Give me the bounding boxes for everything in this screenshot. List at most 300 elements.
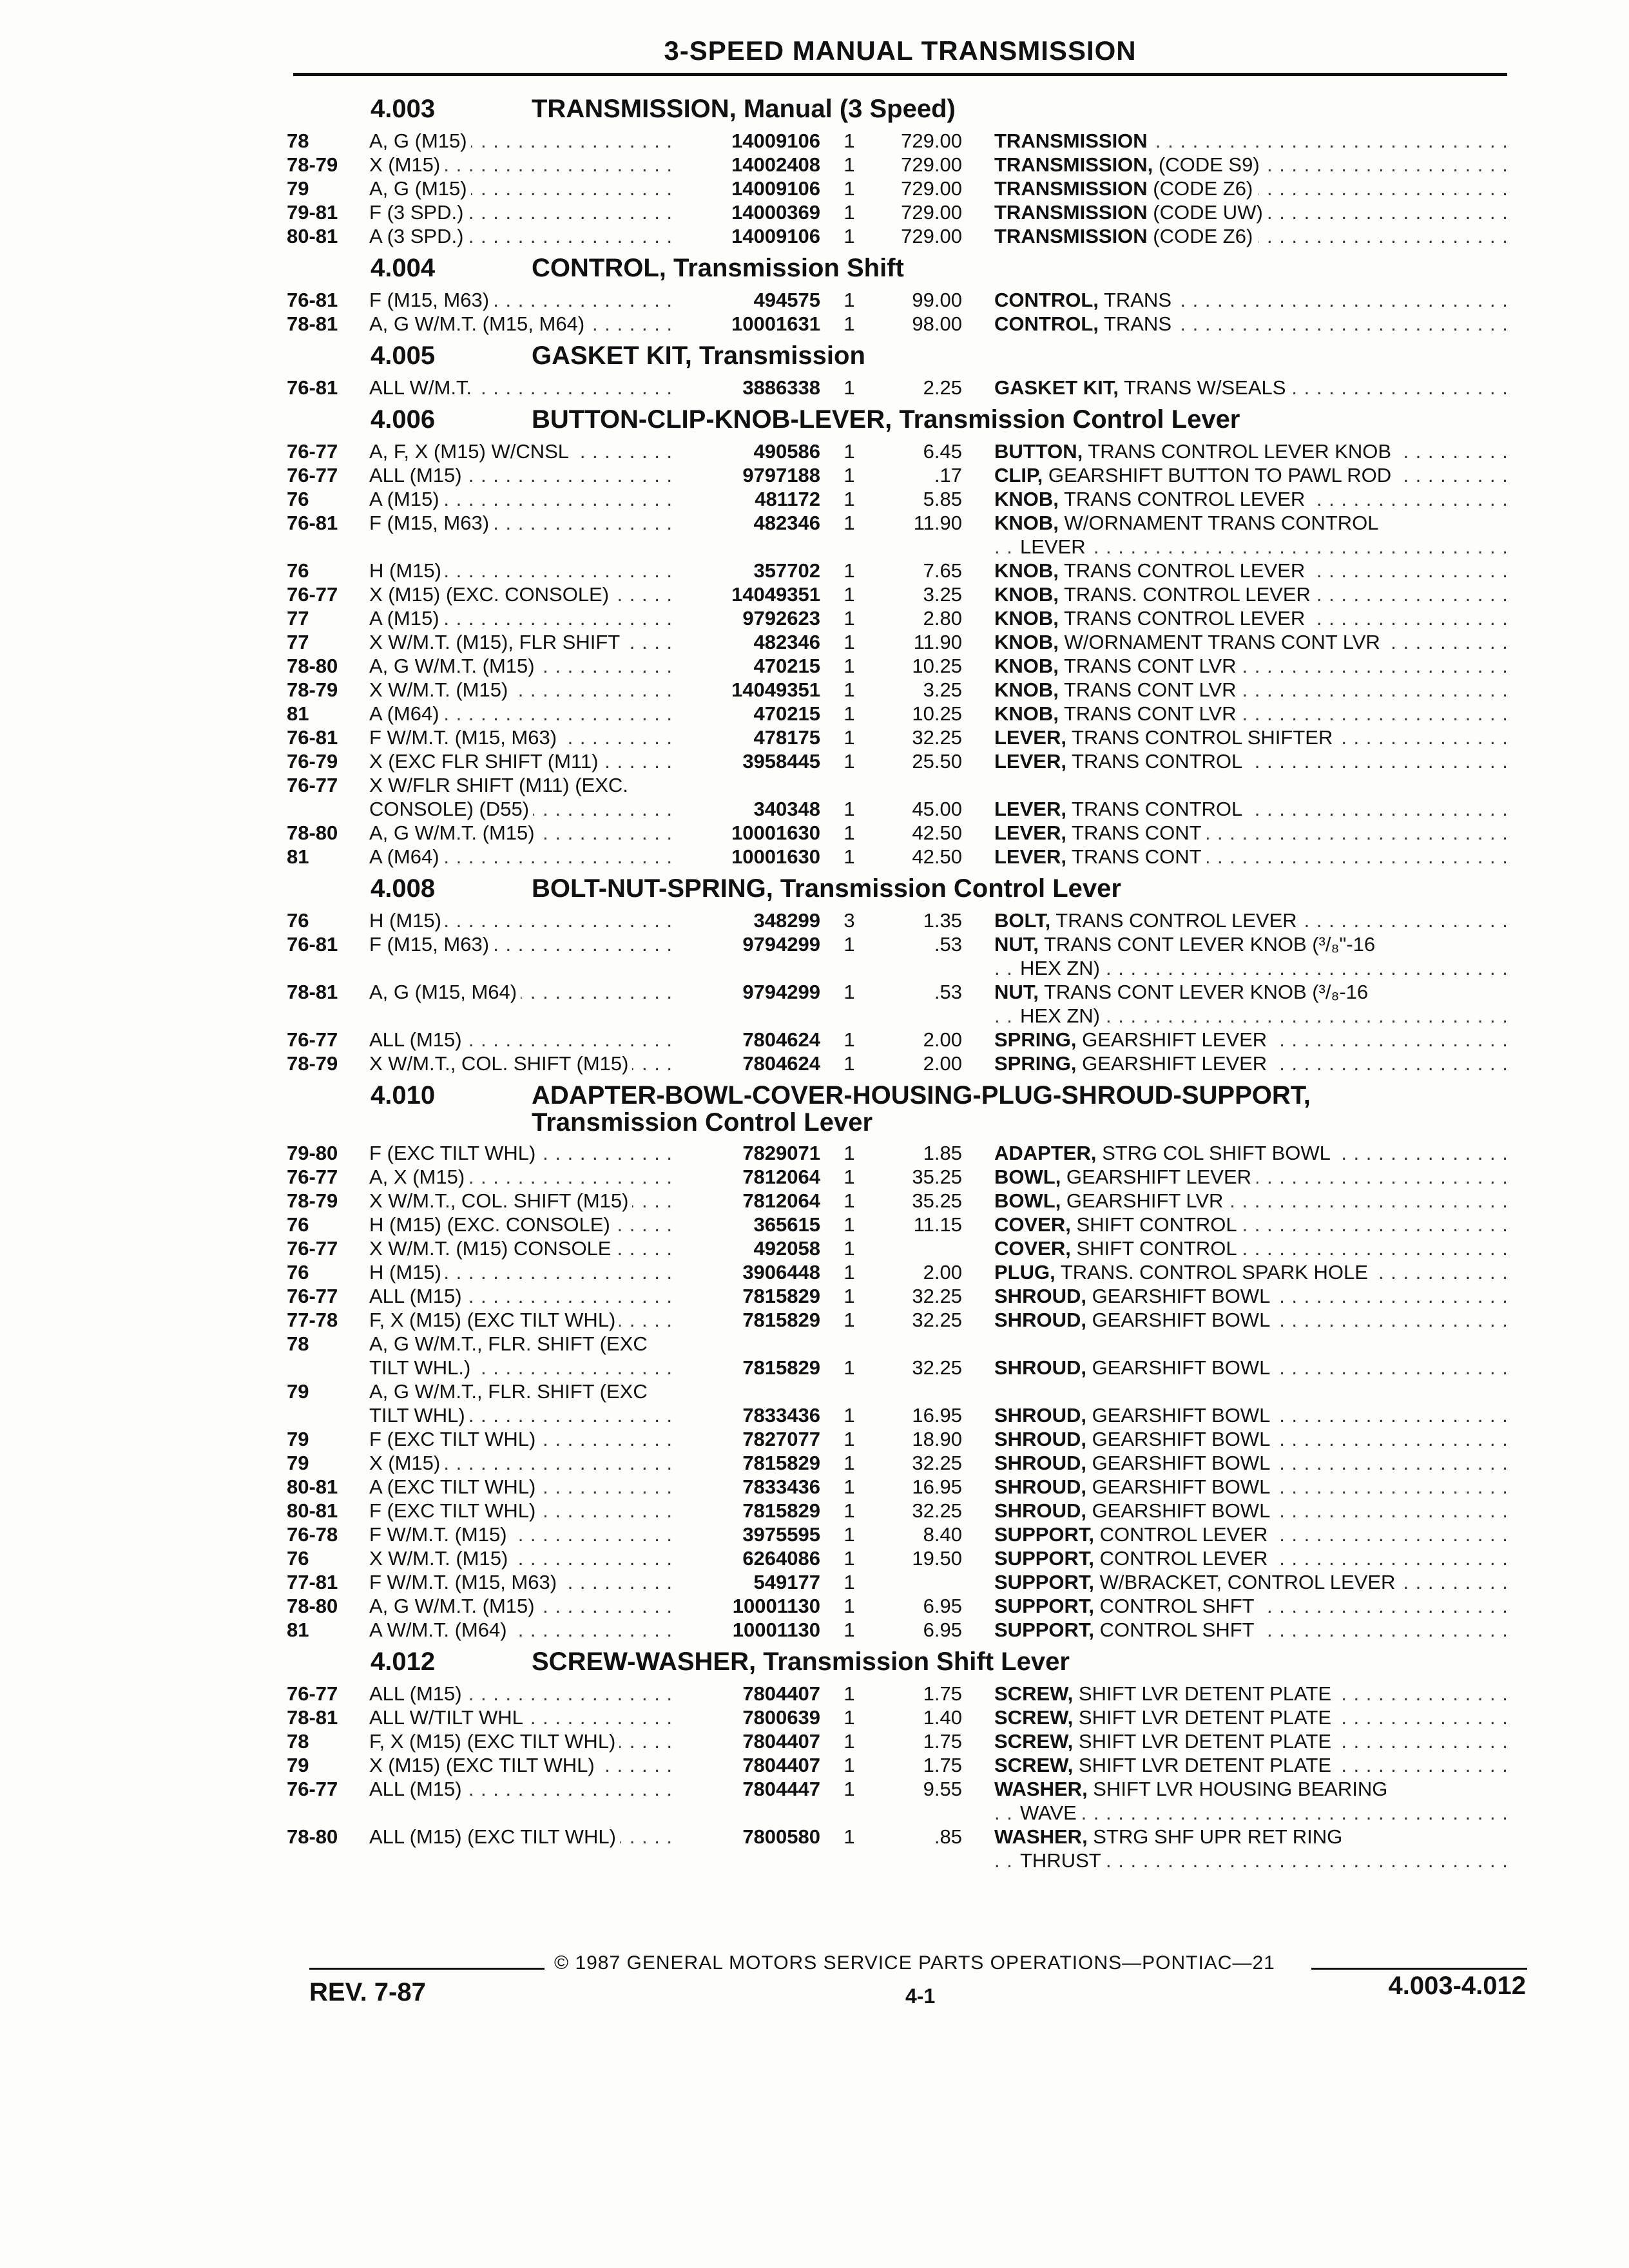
price: 1.40 (923, 1706, 962, 1729)
parts-row (287, 153, 1527, 177)
application (369, 932, 679, 956)
model-year: 81 (287, 702, 309, 725)
application-text: A, G (M15) (369, 177, 471, 200)
model-year: 76 (287, 488, 309, 510)
application (369, 288, 679, 312)
quantity: 1 (843, 1142, 855, 1164)
description (994, 606, 1527, 630)
application (369, 1825, 679, 1849)
quantity: 1 (843, 177, 855, 200)
quantity: 1 (843, 1213, 855, 1236)
description-text (994, 488, 1310, 510)
description (994, 439, 1527, 463)
parts-row (287, 1356, 1527, 1379)
description (994, 1141, 1527, 1165)
description (994, 1523, 1527, 1546)
application (369, 1028, 679, 1052)
price: 10.25 (912, 655, 962, 677)
application (369, 980, 679, 1004)
quantity: 1 (843, 1571, 855, 1593)
description-text (994, 1754, 1336, 1776)
section-number: 4.005 (371, 341, 436, 370)
parts-row (287, 654, 1527, 678)
application (369, 1356, 679, 1379)
quantity: 1 (843, 1285, 855, 1307)
application-text: X (EXC FLR SHIFT (M11) (369, 750, 602, 773)
description-text (994, 1428, 1275, 1450)
section-number: 4.008 (371, 874, 436, 903)
application-text: ALL (M15) (369, 1285, 466, 1307)
description-text (994, 750, 1248, 773)
parts-row (287, 1618, 1527, 1642)
quantity: 1 (843, 631, 855, 653)
application-text: X W/M.T., COL. SHIFT (M15) (369, 1189, 632, 1212)
price: 25.50 (912, 750, 962, 773)
part-number: 9792623 (742, 607, 820, 629)
description-text (994, 1778, 1393, 1800)
description-detail: GEARSHIFT BOWL (1086, 1428, 1271, 1450)
description-noun: SPRING, (994, 1028, 1077, 1051)
price: 3.25 (923, 583, 962, 606)
model-year: 77 (287, 631, 309, 653)
description-line (994, 1475, 1514, 1499)
quantity: 1 (843, 607, 855, 629)
description-line (994, 1356, 1514, 1379)
price: 32.25 (912, 726, 962, 749)
application-text: X (M15) (EXC. CONSOLE) (369, 583, 613, 606)
application-text: F, X (M15) (EXC TILT WHL) (369, 1730, 619, 1753)
description-noun: LEVER, (994, 798, 1066, 820)
parts-row (287, 908, 1527, 932)
price: 18.90 (912, 1428, 962, 1450)
description-noun: LEVER, (994, 845, 1066, 868)
description-text (994, 1475, 1275, 1498)
description-noun: SCREW, (994, 1682, 1074, 1705)
section-header (287, 1075, 1527, 1115)
description-line (994, 1682, 1514, 1706)
quantity: 1 (843, 1475, 855, 1498)
model-year: 79-80 (287, 1142, 338, 1164)
price: 729.00 (901, 153, 962, 176)
model-year: 77 (287, 607, 309, 629)
description-text (994, 1571, 1400, 1593)
part-number: 340348 (753, 798, 820, 820)
model-year: 76-77 (287, 1237, 338, 1260)
quantity: 1 (843, 225, 855, 247)
description-noun: PLUG, (994, 1261, 1055, 1283)
model-year: 78-79 (287, 678, 338, 701)
description (994, 1403, 1527, 1427)
parts-row (287, 932, 1527, 980)
description-line (994, 654, 1514, 678)
quantity: 1 (843, 1189, 855, 1212)
description-noun: KNOB, (994, 583, 1059, 606)
parts-row (287, 1451, 1527, 1475)
application-text: F (M15, M63) (369, 512, 493, 534)
description-noun: SHROUD, (994, 1285, 1086, 1307)
description (994, 1284, 1527, 1308)
description-line (994, 1052, 1514, 1075)
part-number: 494575 (753, 289, 820, 311)
section-number: 4.003 (371, 95, 436, 123)
model-year: 76-77 (287, 1166, 338, 1188)
price: 16.95 (912, 1404, 962, 1427)
catalog-section (287, 89, 1527, 248)
price: 99.00 (912, 289, 962, 311)
description-text (994, 1356, 1275, 1379)
catalog-section (287, 869, 1527, 1075)
application (369, 1379, 679, 1403)
description-noun: KNOB, (994, 488, 1059, 510)
application (369, 1403, 679, 1427)
model-year: 76-77 (287, 440, 338, 463)
description (994, 582, 1527, 606)
description (994, 1213, 1527, 1236)
part-number: 7812064 (742, 1189, 820, 1212)
description (994, 312, 1527, 336)
description-noun: SCREW, (994, 1754, 1074, 1776)
application (369, 1189, 679, 1213)
application-text: H (M15) (369, 1261, 445, 1283)
part-number: 10001630 (731, 822, 820, 844)
model-year: 76 (287, 559, 309, 582)
description-text (994, 1052, 1272, 1075)
description (994, 1260, 1527, 1284)
catalog-section (287, 248, 1527, 336)
description-noun: KNOB, (994, 559, 1059, 582)
parts-row (287, 1499, 1527, 1523)
description-detail: TRANS. CONTROL SPARK HOLE (1055, 1261, 1368, 1283)
description-text (994, 1706, 1336, 1729)
quantity: 1 (843, 1595, 855, 1617)
price: 32.25 (912, 1285, 962, 1307)
parts-row (287, 1546, 1527, 1570)
description (994, 1451, 1527, 1475)
part-number: 7815829 (742, 1356, 820, 1379)
model-year: 76-77 (287, 583, 338, 606)
description-noun: TRANSMISSION (994, 225, 1148, 247)
description-line (994, 1499, 1514, 1523)
part-number: 14049351 (731, 678, 820, 701)
application-text: A (3 SPD.) (369, 225, 467, 247)
part-number: 9797188 (742, 464, 820, 486)
model-year: 80-81 (287, 225, 338, 247)
model-year: 78-81 (287, 981, 338, 1003)
description-continuation-text: THRUST (1020, 1849, 1106, 1872)
description (994, 749, 1527, 773)
part-number: 7804407 (742, 1754, 820, 1776)
part-number: 7800639 (742, 1706, 820, 1729)
price: 5.85 (923, 488, 962, 510)
description-detail: SHIFT LVR DETENT PLATE (1073, 1754, 1332, 1776)
model-year: 80-81 (287, 1475, 338, 1498)
application-text: TILT WHL.) (369, 1356, 474, 1379)
parts-row (287, 1403, 1527, 1427)
quantity: 1 (843, 130, 855, 152)
quantity: 1 (843, 312, 855, 335)
description-detail: SHIFT LVR DETENT PLATE (1073, 1730, 1332, 1753)
description-noun: CONTROL, (994, 312, 1099, 335)
application (369, 1284, 679, 1308)
quantity: 1 (843, 1778, 855, 1800)
description-detail: GEARSHIFT BUTTON TO PAWL ROD (1043, 464, 1392, 486)
application (369, 1213, 679, 1236)
parts-row (287, 200, 1527, 224)
parts-row (287, 1236, 1527, 1260)
description-text (994, 1189, 1228, 1212)
description (994, 797, 1527, 821)
parts-row (287, 606, 1527, 630)
description-detail: GEARSHIFT BOWL (1086, 1475, 1271, 1498)
price: 2.80 (923, 607, 962, 629)
quantity: 1 (843, 1028, 855, 1051)
footer-rule-right (1311, 1968, 1527, 1970)
application-text: F (3 SPD.) (369, 201, 467, 224)
description-noun: LEVER, (994, 726, 1066, 749)
parts-row (287, 559, 1527, 582)
application (369, 908, 679, 932)
description-text (994, 312, 1177, 335)
model-year: 76-77 (287, 464, 338, 486)
price: .53 (934, 981, 962, 1003)
description (994, 1165, 1527, 1189)
quantity: 1 (843, 1754, 855, 1776)
section-header (287, 1642, 1527, 1682)
part-number: 14049351 (731, 583, 820, 606)
part-number: 14000369 (731, 201, 820, 224)
description-noun: WASHER, (994, 1778, 1088, 1800)
price: 11.90 (913, 631, 962, 653)
description-line (994, 726, 1514, 749)
description-noun: BOWL, (994, 1166, 1061, 1188)
description-continuation-text: LEVER (1020, 535, 1091, 558)
price: 2.00 (923, 1028, 962, 1051)
model-year: 76-81 (287, 512, 338, 534)
parts-row (287, 726, 1527, 749)
description (994, 1189, 1527, 1213)
parts-row (287, 980, 1527, 1028)
application (369, 1165, 679, 1189)
description-line (994, 559, 1514, 582)
application-text: H (M15) (369, 909, 445, 932)
description-detail: TRANS W/SEALS (1118, 376, 1286, 399)
description-detail: GEARSHIFT LEVER (1076, 1028, 1268, 1051)
model-year: 78 (287, 1730, 309, 1753)
description-text (994, 607, 1310, 629)
section-title: GASKET KIT, Transmission (532, 341, 865, 370)
model-year: 81 (287, 1619, 309, 1641)
description (994, 1052, 1527, 1075)
description (994, 200, 1527, 224)
model-year: 76-77 (287, 1682, 338, 1705)
description-text (994, 1261, 1373, 1283)
description-line (994, 1570, 1514, 1594)
quantity: 1 (843, 559, 855, 582)
description-text (994, 726, 1338, 749)
description-text (994, 845, 1207, 868)
description-line (994, 932, 1514, 956)
application (369, 1706, 679, 1729)
price: 42.50 (912, 845, 962, 868)
part-number: 481172 (755, 488, 820, 510)
description-detail: TRANS (1098, 312, 1171, 335)
description-detail: TRANS. CONTROL LEVER (1058, 583, 1311, 606)
quantity: 1 (843, 376, 855, 399)
price: .53 (934, 933, 962, 956)
description-noun: SUPPORT, (994, 1619, 1095, 1641)
description-detail: GEARSHIFT BOWL (1086, 1285, 1271, 1307)
application (369, 749, 679, 773)
application-text: ALL (M15) (369, 1682, 466, 1705)
description-line (994, 1028, 1514, 1052)
application-text: A (M15) (369, 488, 443, 510)
application-text: ALL (M15) (369, 464, 466, 486)
model-year: 78 (287, 1332, 309, 1355)
description-detail: TRANS CONTROL LEVER (1058, 559, 1306, 582)
price: 2.00 (923, 1261, 962, 1283)
application-text: CONSOLE) (D55) (369, 798, 533, 820)
description (994, 1618, 1527, 1642)
application (369, 376, 679, 399)
price: 729.00 (901, 130, 962, 152)
section-title: SCREW-WASHER, Transmission Shift Lever (532, 1648, 1070, 1676)
description (994, 224, 1527, 248)
description-line (994, 606, 1514, 630)
part-number: 549177 (753, 1571, 820, 1593)
description-detail: GEARSHIFT BOWL (1086, 1356, 1271, 1379)
model-year: 76 (287, 909, 309, 932)
page-title: 3-SPEED MANUAL TRANSMISSION (664, 35, 1137, 66)
section-number: 4.010 (371, 1081, 436, 1110)
description-text (994, 655, 1242, 677)
description-line (994, 1403, 1514, 1427)
part-number: 3958445 (742, 750, 820, 773)
description-line (994, 129, 1514, 153)
application-text: ALL (M15) (EXC TILT WHL) (369, 1825, 620, 1848)
part-number: 3906448 (742, 1261, 820, 1283)
model-year: 78-80 (287, 1825, 338, 1848)
description-line (994, 1594, 1514, 1618)
description-noun: SHROUD, (994, 1499, 1086, 1522)
part-number: 10001630 (731, 845, 820, 868)
description-line (994, 463, 1514, 487)
quantity: 1 (843, 1619, 855, 1641)
price: 19.50 (912, 1547, 962, 1570)
price: 32.25 (912, 1356, 962, 1379)
description-text (994, 1619, 1260, 1641)
description-line (994, 1427, 1514, 1451)
description-noun: TRANSMISSION (994, 130, 1148, 152)
price: 16.95 (912, 1475, 962, 1498)
parts-row (287, 702, 1527, 726)
price: .85 (934, 1825, 962, 1848)
description-line (994, 177, 1514, 200)
description-line (994, 1451, 1514, 1475)
parts-row (287, 1753, 1527, 1777)
application-text: A, G (M15, M64) (369, 981, 521, 1003)
part-number: 482346 (753, 631, 820, 653)
description-noun: ADAPTER, (994, 1142, 1097, 1164)
description-detail: GEARSHIFT LEVER (1076, 1052, 1268, 1075)
model-year: 79-81 (287, 201, 338, 224)
part-number: 7829071 (742, 1142, 820, 1164)
parts-row (287, 224, 1527, 248)
application (369, 177, 679, 200)
description-line (994, 1825, 1514, 1849)
parts-row (287, 1523, 1527, 1546)
quantity: 1 (843, 488, 855, 510)
description-noun: BOWL, (994, 1189, 1061, 1212)
quantity: 1 (843, 1523, 855, 1546)
model-year: 78-81 (287, 1706, 338, 1729)
footer-revision: REV. 7-87 (309, 1978, 426, 2006)
application (369, 1427, 679, 1451)
part-number: 7815829 (742, 1499, 820, 1522)
description-detail: CONTROL LEVER (1094, 1547, 1268, 1570)
description-text (994, 1309, 1275, 1331)
quantity: 1 (843, 1547, 855, 1570)
description (994, 1777, 1527, 1825)
parts-row (287, 177, 1527, 200)
description-detail: TRANS CONTROL LEVER KNOB (1083, 440, 1392, 463)
description-detail: SHIFT CONTROL (1070, 1237, 1237, 1260)
part-number: 7800580 (742, 1825, 820, 1848)
description-noun: SHROUD, (994, 1428, 1086, 1450)
description-text (994, 631, 1385, 653)
application (369, 702, 679, 726)
parts-row (287, 1570, 1527, 1594)
application-text: H (M15) (369, 559, 445, 582)
parts-row (287, 463, 1527, 487)
price: 1.35 (923, 909, 962, 932)
quantity: 1 (843, 201, 855, 224)
description-line (994, 1753, 1514, 1777)
description-line (994, 439, 1514, 463)
application-text: A (M64) (369, 702, 443, 725)
model-year: 81 (287, 845, 309, 868)
application (369, 845, 679, 869)
description-line (994, 678, 1514, 702)
parts-row (287, 749, 1527, 773)
description-text (994, 464, 1396, 486)
description (994, 1682, 1527, 1706)
description (994, 1475, 1527, 1499)
description-line (994, 200, 1514, 224)
quantity: 1 (843, 798, 855, 820)
application-text: X W/FLR SHIFT (M11) (EXC. (369, 774, 632, 796)
model-year: 79 (287, 177, 309, 200)
description-line (994, 487, 1514, 511)
description-detail: STRG SHF UPR RET RING (1087, 1825, 1343, 1848)
description-detail: GEARSHIFT BOWL (1086, 1499, 1271, 1522)
catalog-section (287, 1075, 1527, 1642)
price: 1.85 (923, 1142, 962, 1164)
model-year: 76 (287, 1261, 309, 1283)
model-year: 76-81 (287, 933, 338, 956)
part-number: 7815829 (742, 1309, 820, 1331)
parts-row (287, 1308, 1527, 1332)
footer-copyright: © 1987 GENERAL MOTORS SERVICE PARTS OPERATIONS—PONTIAC—21 (554, 1952, 1275, 1974)
description-continuation (994, 1801, 1514, 1825)
application (369, 630, 679, 654)
price: 6.95 (923, 1595, 962, 1617)
description-detail: CONTROL SHFT (1094, 1595, 1255, 1617)
description (994, 463, 1527, 487)
description (994, 630, 1527, 654)
description-line (994, 1165, 1514, 1189)
part-number: 10001130 (732, 1619, 820, 1641)
application-text: ALL W/M.T. (369, 376, 476, 399)
